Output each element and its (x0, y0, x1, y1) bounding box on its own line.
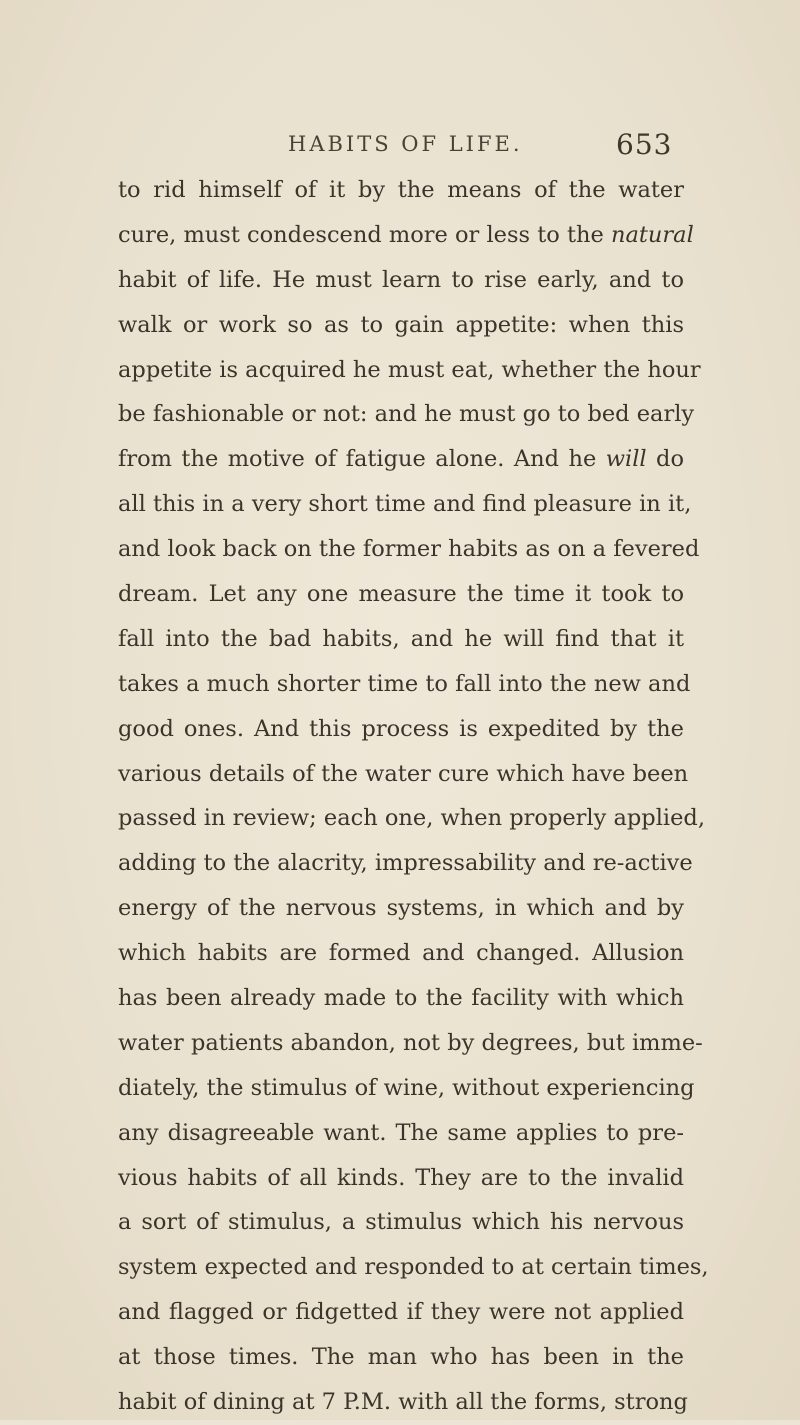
body-text (118, 168, 709, 1425)
text-line: passed in review; each one, when properly applied, (118, 805, 705, 832)
text-line: good ones. And this process is expedited by the (118, 715, 684, 742)
text-line: various details of the water cure which have been (118, 760, 689, 787)
text-line: and flagged or fidgetted if they were not applied (118, 1299, 684, 1326)
text-line: at those times. The man who has been in the (118, 1344, 684, 1371)
text-line: water patients abandon, not by degrees, but imme- (118, 1029, 703, 1056)
italic-word: natural (610, 221, 694, 248)
text-line: takes a much shorter time to fall into the new and (118, 670, 691, 697)
text-line: system expected and responded to at certain times, (118, 1254, 709, 1281)
text-line: which habits are formed and changed. Allusion (118, 940, 684, 967)
page-number: 653 (616, 128, 673, 161)
text-line: from the motive of fatigue alone. And he will do (118, 446, 684, 473)
text-line: to rid himself of it by the means of the water (118, 177, 684, 203)
text-line: and look back on the former habits as on a fevered (118, 536, 700, 563)
text-line: has been already made to the facility with which (118, 985, 684, 1012)
text-line: be fashionable or not: and he must go to bed early (118, 401, 695, 428)
text-line: a sort of stimulus, a stimulus which his nervous (118, 1209, 684, 1236)
text-line: all this in a very short time and find pleasure in it, (118, 491, 692, 518)
text-line: walk or work so as to gain appetite: when this (118, 311, 684, 338)
text-line: vious habits of all kinds. They are to the invalid (118, 1164, 684, 1191)
text-line: diately, the stimulus of wine, without experiencing (118, 1074, 695, 1101)
text-line: habit of life. He must learn to rise early, and to (118, 266, 684, 293)
text-line: adding to the alacrity, impressability and re-active (118, 850, 693, 877)
text-line: fall into the bad habits, and he will find that it (118, 625, 684, 652)
italic-word: will (605, 446, 647, 473)
text-line: energy of the nervous systems, in which and by (118, 895, 684, 922)
running-title: HABITS OF LIFE. (288, 132, 523, 156)
text-line: cure, must condescend more or less to the natural (118, 221, 694, 248)
text-line: any disagreeable want. The same applies to pre- (118, 1119, 684, 1146)
text-line: habit of dining at 7 P.M. with all the forms, strong (118, 1389, 688, 1416)
running-head (0, 128, 800, 168)
text-line: dream. Let any one measure the time it took to (118, 581, 684, 608)
text-line: appetite is acquired he must eat, whether the hour (118, 356, 701, 383)
